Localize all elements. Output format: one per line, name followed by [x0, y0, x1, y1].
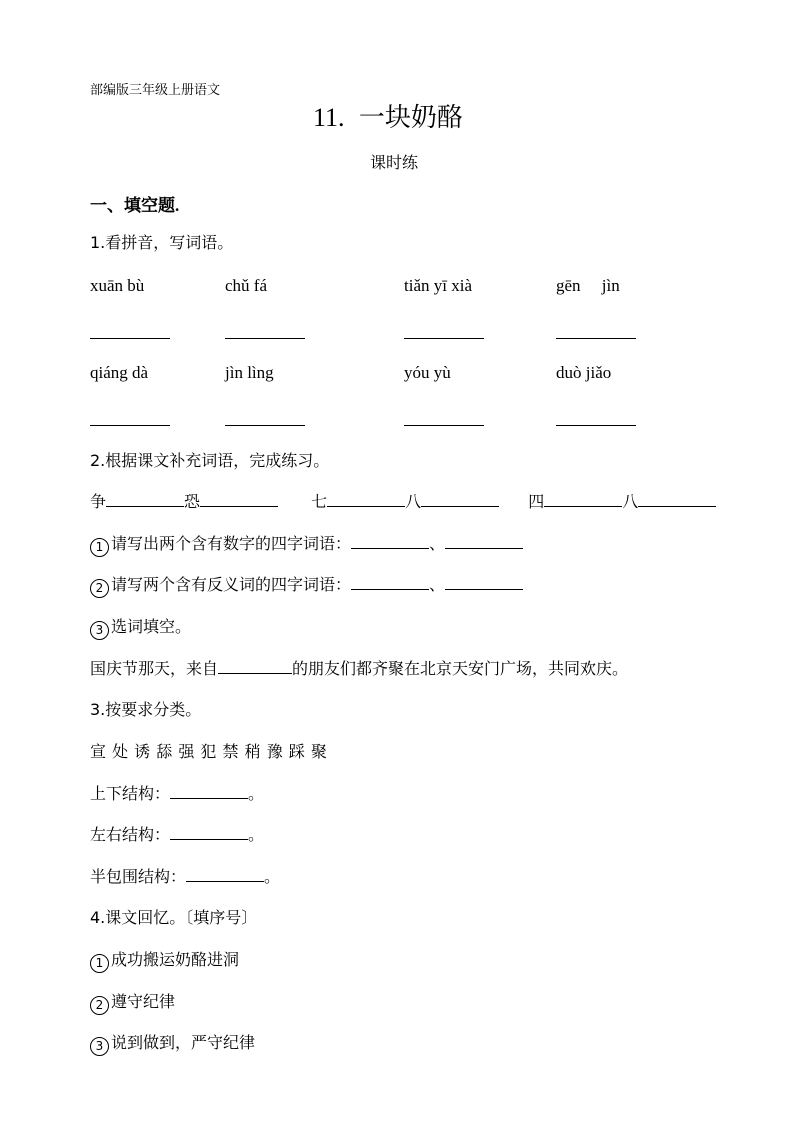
sentence-part-b: 的朋友们都齐聚在北京天安门广场，共同欢庆。 — [292, 659, 629, 678]
title-number: 11. — [313, 103, 345, 132]
title-text: 一块奶酪 — [358, 103, 463, 133]
circle-number-1: 1 — [90, 954, 109, 973]
idiom-blank-3[interactable] — [327, 492, 405, 507]
period: 。 — [264, 867, 281, 886]
q2-sub1 — [90, 534, 523, 557]
q2-sentence — [90, 659, 628, 679]
q4-item-1 — [90, 950, 239, 973]
q2-sub3-text: 选词填空。 — [111, 617, 192, 636]
q2-sub2 — [90, 575, 523, 598]
period: 。 — [248, 825, 265, 844]
q3-cat2 — [90, 825, 264, 845]
q4-item-1-text: 成功搬运奶酪进洞 — [111, 950, 240, 969]
q2-sub2-blank-1[interactable] — [351, 575, 429, 590]
period: 。 — [248, 784, 265, 803]
answer-blank-5[interactable] — [90, 425, 170, 426]
separator: 、 — [429, 575, 446, 594]
pinyin-3: tiǎn yī xià — [404, 276, 472, 295]
q4-item-2-text: 遵守纪律 — [111, 992, 176, 1011]
cat3-blank[interactable] — [186, 867, 264, 882]
q4-item-3 — [90, 1033, 255, 1056]
page-subtitle: 课时练 — [370, 153, 419, 172]
idiom-blank-1[interactable] — [106, 492, 184, 507]
section-heading: 一、填空题. — [90, 196, 180, 215]
q3-characters: 宣 处 诱 舔 强 犯 禁 稍 豫 踩 聚 — [90, 742, 327, 761]
answer-blank-2[interactable] — [225, 338, 305, 339]
page-title — [313, 102, 463, 134]
sentence-blank[interactable] — [218, 659, 292, 674]
idiom-fill-row — [90, 492, 716, 512]
idiom-char-4: 八 — [405, 492, 422, 511]
idiom-blank-2[interactable] — [200, 492, 278, 507]
pinyin-1: xuān bù — [90, 276, 145, 295]
q3-cat3 — [90, 867, 280, 887]
cat3-label: 半包围结构： — [90, 867, 187, 886]
idiom-char-6: 八 — [622, 492, 639, 511]
idiom-blank-6[interactable] — [638, 492, 716, 507]
answer-blank-3[interactable] — [404, 338, 484, 339]
idiom-char-1: 争 — [90, 492, 107, 511]
q3-cat1 — [90, 784, 264, 804]
pinyin-2: chǔ fá — [225, 276, 268, 295]
answer-blank-7[interactable] — [404, 425, 484, 426]
circle-number-2: 2 — [90, 579, 109, 598]
cat1-label: 上下结构： — [90, 784, 171, 803]
sentence-part-a: 国庆节那天，来自 — [90, 659, 219, 678]
answer-blank-1[interactable] — [90, 338, 170, 339]
cat1-blank[interactable] — [170, 784, 248, 799]
circle-number-2: 2 — [90, 996, 109, 1015]
circle-number-3: 3 — [90, 1037, 109, 1056]
circle-number-1: 1 — [90, 538, 109, 557]
q4-prompt: 4.课文回忆。〔填序号〕 — [90, 908, 258, 927]
q2-sub2-blank-2[interactable] — [445, 575, 523, 590]
q2-sub3 — [90, 617, 191, 640]
pinyin-7: yóu yù — [404, 363, 451, 382]
q2-sub1-blank-2[interactable] — [445, 534, 523, 549]
cat2-blank[interactable] — [170, 825, 248, 840]
circle-number-3: 3 — [90, 621, 109, 640]
q2-sub2-text: 请写两个含有反义词的四字词语： — [111, 575, 352, 594]
answer-blank-4[interactable] — [556, 338, 636, 339]
idiom-char-3: 七 — [311, 492, 328, 511]
pinyin-4: gēn jìn — [556, 276, 620, 295]
pinyin-6: jìn lìng — [225, 363, 274, 382]
q2-prompt: 2.根据课文补充词语，完成练习。 — [90, 451, 330, 470]
header-label: 部编版三年级上册语文 — [90, 83, 221, 98]
pinyin-5: qiáng dà — [90, 363, 149, 382]
idiom-blank-5[interactable] — [544, 492, 622, 507]
idiom-blank-4[interactable] — [421, 492, 499, 507]
answer-blank-8[interactable] — [556, 425, 636, 426]
q2-sub1-blank-1[interactable] — [351, 534, 429, 549]
q1-prompt: 1.看拼音，写词语。 — [90, 233, 234, 252]
q2-sub1-text: 请写出两个含有数字的四字词语： — [111, 534, 352, 553]
cat2-label: 左右结构： — [90, 825, 171, 844]
idiom-char-5: 四 — [528, 492, 545, 511]
q3-prompt: 3.按要求分类。 — [90, 700, 202, 719]
pinyin-8: duò jiǎo — [556, 363, 612, 382]
answer-blank-6[interactable] — [225, 425, 305, 426]
q4-item-2 — [90, 992, 175, 1015]
separator: 、 — [429, 534, 446, 553]
q4-item-3-text: 说到做到，严守纪律 — [111, 1033, 256, 1052]
idiom-char-2: 恐 — [184, 492, 201, 511]
